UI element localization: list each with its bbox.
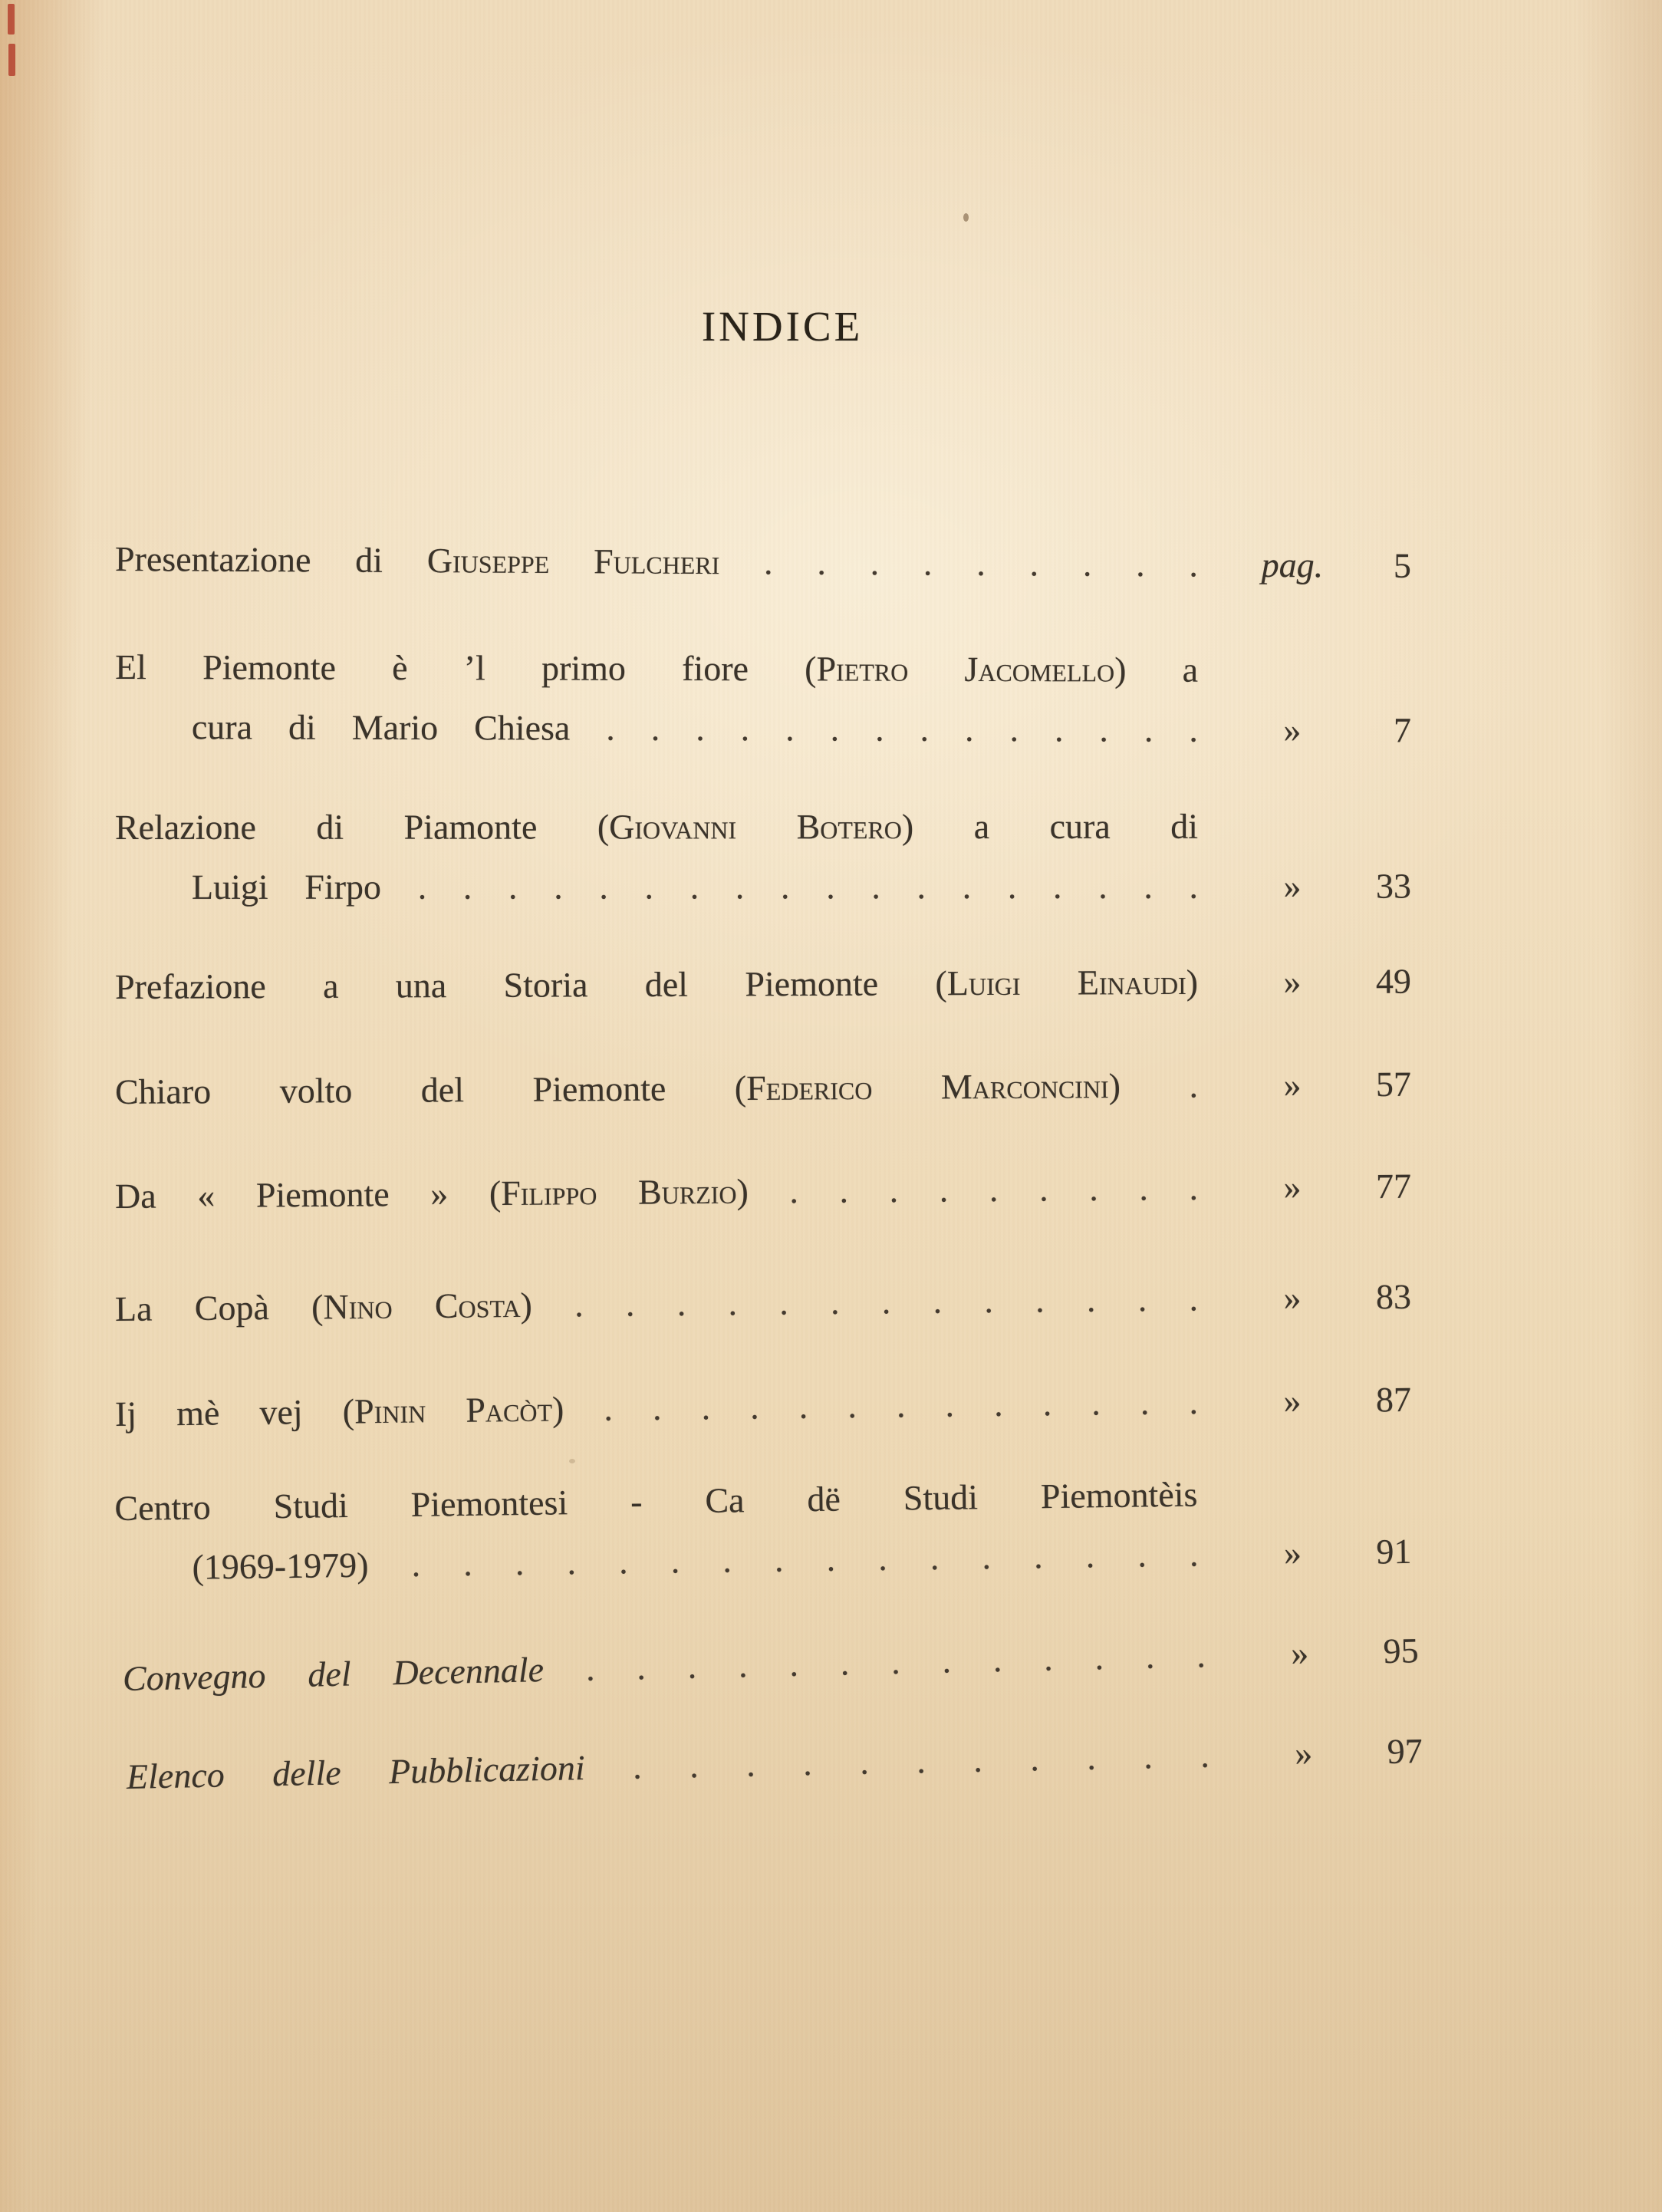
entry-text-segment: cura di Mario Chiesa (191, 707, 571, 748)
entry-text-segment: La Copà ( (114, 1287, 324, 1328)
entry-text-continuation (115, 857, 1198, 917)
dot-leader: . . . . . . . . . . . . . (543, 1635, 1206, 1690)
entry-text-segment: (1969-1979) (192, 1545, 369, 1587)
toc-entry (115, 1370, 1412, 1444)
entry-text-segment: ) a cura di (901, 806, 1198, 847)
entry-text-continuation (115, 697, 1198, 760)
entry-text-segment: Centro Studi Piemontesi - Ca dë Studi Piemontèis (114, 1474, 1198, 1529)
entry-text (115, 1158, 1199, 1226)
page-ref-label: » (1283, 962, 1302, 1002)
entry-text (122, 1625, 1206, 1709)
author-name: Giuseppe Fulcheri (426, 541, 720, 582)
toc-entry (114, 1462, 1412, 1598)
dot-leader: . . . . . . . . . . . . . (563, 1381, 1199, 1429)
author-name: Luigi Einaudi (946, 962, 1186, 1003)
page-ref-label: » (1283, 1278, 1302, 1318)
dot-leader: . . . . . . . . . (719, 542, 1199, 584)
page-number: 91 (1376, 1531, 1412, 1572)
page-number: 5 (1393, 545, 1412, 585)
page-number: 7 (1393, 710, 1411, 750)
page-number: 97 (1387, 1731, 1423, 1771)
page-number: 83 (1375, 1276, 1412, 1317)
red-edge-mark (8, 44, 15, 76)
entry-text (115, 797, 1198, 857)
page-number: 49 (1375, 961, 1412, 1001)
toc-entry (115, 1267, 1412, 1339)
author-name: Giovanni Botero (609, 807, 902, 847)
entry-text (115, 1055, 1198, 1122)
page-number: 33 (1376, 866, 1412, 906)
entry-text (115, 1372, 1199, 1444)
entry-text-segment: Elenco delle Pubblicazioni (126, 1748, 586, 1796)
toc-entry (122, 1621, 1419, 1709)
entry-text-segment: Luigi Firpo (192, 867, 382, 907)
entry-text-segment: ) (736, 1171, 749, 1211)
entry-text-segment: Ij mè vej ( (114, 1391, 355, 1434)
page-ref-label: » (1283, 709, 1302, 750)
page-ref-label: » (1283, 1381, 1302, 1420)
dot-leader: . . . . . . . . . . . (584, 1735, 1210, 1787)
dot-leader: . (1120, 1065, 1199, 1105)
toc-entry (115, 637, 1411, 760)
page-ref-label: » (1283, 1065, 1302, 1104)
toc-entry (115, 797, 1411, 917)
entry-text-segment: El Piemonte è ’l primo fiore ( (115, 647, 817, 689)
entry-text-segment: Prefazione a una Storia del Piemonte ( (114, 963, 947, 1006)
entry-text-segment: ) (520, 1285, 533, 1325)
author-name: Pietro Jacomello (816, 649, 1115, 690)
page-number: 57 (1375, 1064, 1412, 1104)
page-ref-label: pag. (1261, 545, 1324, 585)
toc-entry (115, 1157, 1412, 1226)
dot-leader: . . . . . . . . . (748, 1167, 1199, 1211)
paper-speck (569, 1459, 575, 1463)
author-name: Pinin Pacòt (354, 1389, 553, 1431)
paper-speck (963, 213, 969, 222)
page-number: 77 (1375, 1166, 1412, 1206)
author-name: Nino Costa (323, 1285, 521, 1327)
page-ref-label: » (1283, 1167, 1302, 1207)
toc-entry (115, 952, 1411, 1017)
entry-text-segment: ) (1186, 962, 1199, 1002)
toc-entry (115, 1055, 1411, 1122)
entry-text-segment: Da « Piemonte » ( (114, 1173, 502, 1216)
page-ref-label: » (1290, 1633, 1309, 1673)
toc-entry (115, 529, 1411, 596)
dot-leader: . . . . . . . . . . . . . (532, 1279, 1199, 1325)
author-name: Federico Marconcini (746, 1066, 1109, 1108)
entry-text-segment: ) (551, 1389, 564, 1429)
author-name: Filippo Burzio (501, 1171, 737, 1213)
dot-leader: . . . . . . . . . . . . . . . . . . (381, 866, 1199, 907)
entry-text (115, 953, 1198, 1017)
page-ref-label: » (1294, 1733, 1313, 1773)
page-title: INDICE (701, 303, 864, 350)
entry-text (115, 1269, 1199, 1339)
entry-text-segment: ) a (1114, 650, 1199, 690)
page-ref-label: » (1283, 866, 1302, 906)
entry-text-segment: Presentazione di (114, 539, 427, 581)
entry-text (126, 1726, 1209, 1807)
page-ref-label: » (1283, 1532, 1302, 1573)
dot-leader: . . . . . . . . . . . . . . (570, 708, 1198, 749)
page-number: 87 (1375, 1379, 1412, 1420)
entry-text-segment: ) (1108, 1065, 1121, 1106)
toc-entry (126, 1721, 1423, 1807)
entry-text (115, 529, 1198, 594)
entry-text-segment: Relazione di Piamonte ( (114, 807, 610, 847)
red-edge-mark (8, 4, 15, 35)
page-number: 95 (1383, 1631, 1420, 1671)
entry-text-segment: Chiaro volto del Piemonte ( (114, 1068, 747, 1111)
entry-text (115, 637, 1198, 700)
entry-text-segment: Convegno del Decennale (122, 1650, 545, 1698)
dot-leader: . . . . . . . . . . . . . . . . (368, 1534, 1199, 1585)
